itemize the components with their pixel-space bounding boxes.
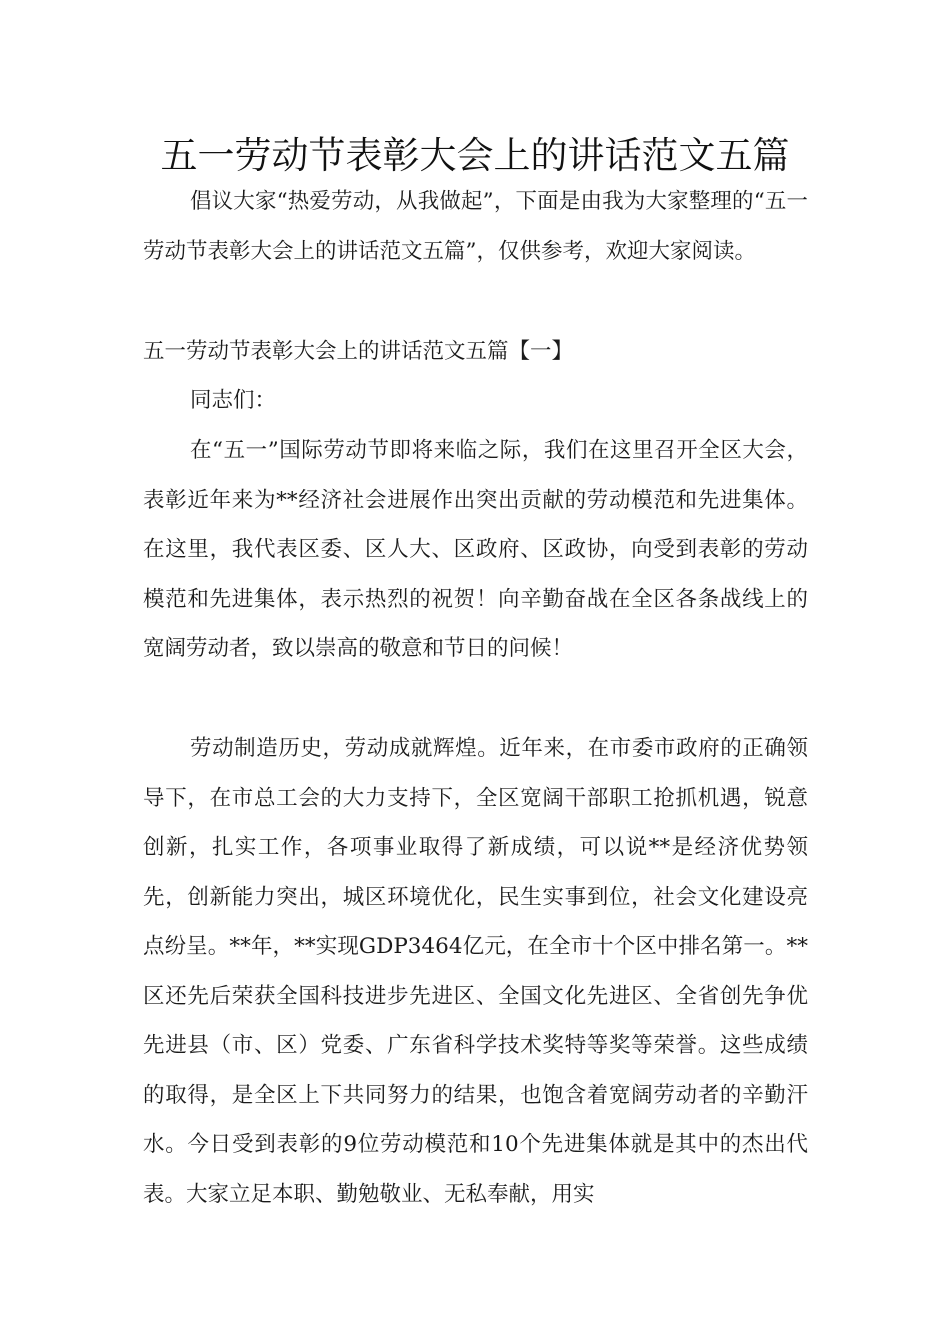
body-paragraph-2: 劳动制造历史，劳动成就辉煌。近年来，在市委市政府的正确领导下，在市总工会的大力支持下，全区宽阔干部职工抢抓机遇，锐意创新，扎实工作，各项事业取得了新成绩，可以说**是经济优势领先，创新能力突出，城区环境优化，民生实事到位，社会文化建设亮点纷呈。**年，**实现GDP3464亿元，在全市十个区中排名第一。**区还先后荣获全国科技进步先进区、全国文化先进区、全省创先争优先进县（市、区）党委、广东省科学技术奖特等奖等荣誉。这些成绩的取得，是全区上下共同努力的结果，也饱含着宽阔劳动者的辛勤汗水。今日受到表彰的9位劳动模范和10个先进集体就是其中的杰出代表。大家立足本职、勤勉敬业、无私奉献，用实: [143, 736, 808, 1207]
intro-block: [143, 177, 808, 276]
document-title: 五一劳动节表彰大会上的讲话范文五篇: [160, 134, 790, 177]
salutation-block: [143, 376, 808, 426]
section-heading-block: [143, 327, 808, 377]
paragraph-block-2: [143, 724, 808, 1219]
salutation: 同志们：: [190, 388, 277, 413]
section-heading: 五一劳动节表彰大会上的讲话范文五篇【一】: [143, 339, 574, 364]
paragraph-block-1: [143, 426, 808, 674]
body-paragraph-1: 在“五一”国际劳动节即将来临之际，我们在这里召开全区大会，表彰近年来为**经济社会进展作出突出贡献的劳动模范和先进集体。在这里，我代表区委、区人大、区政府、区政协，向受到表彰的劳动模范和先进集体，表示热烈的祝贺！向辛勤奋战在全区各条战线上的宽阔劳动者，致以崇高的敬意和节日的问候！: [143, 438, 808, 661]
intro-paragraph: 倡议大家“热爱劳动，从我做起”，下面是由我为大家整理的“五一劳动节表彰大会上的讲话范文五篇”，仅供参考，欢迎大家阅读。: [143, 189, 808, 264]
